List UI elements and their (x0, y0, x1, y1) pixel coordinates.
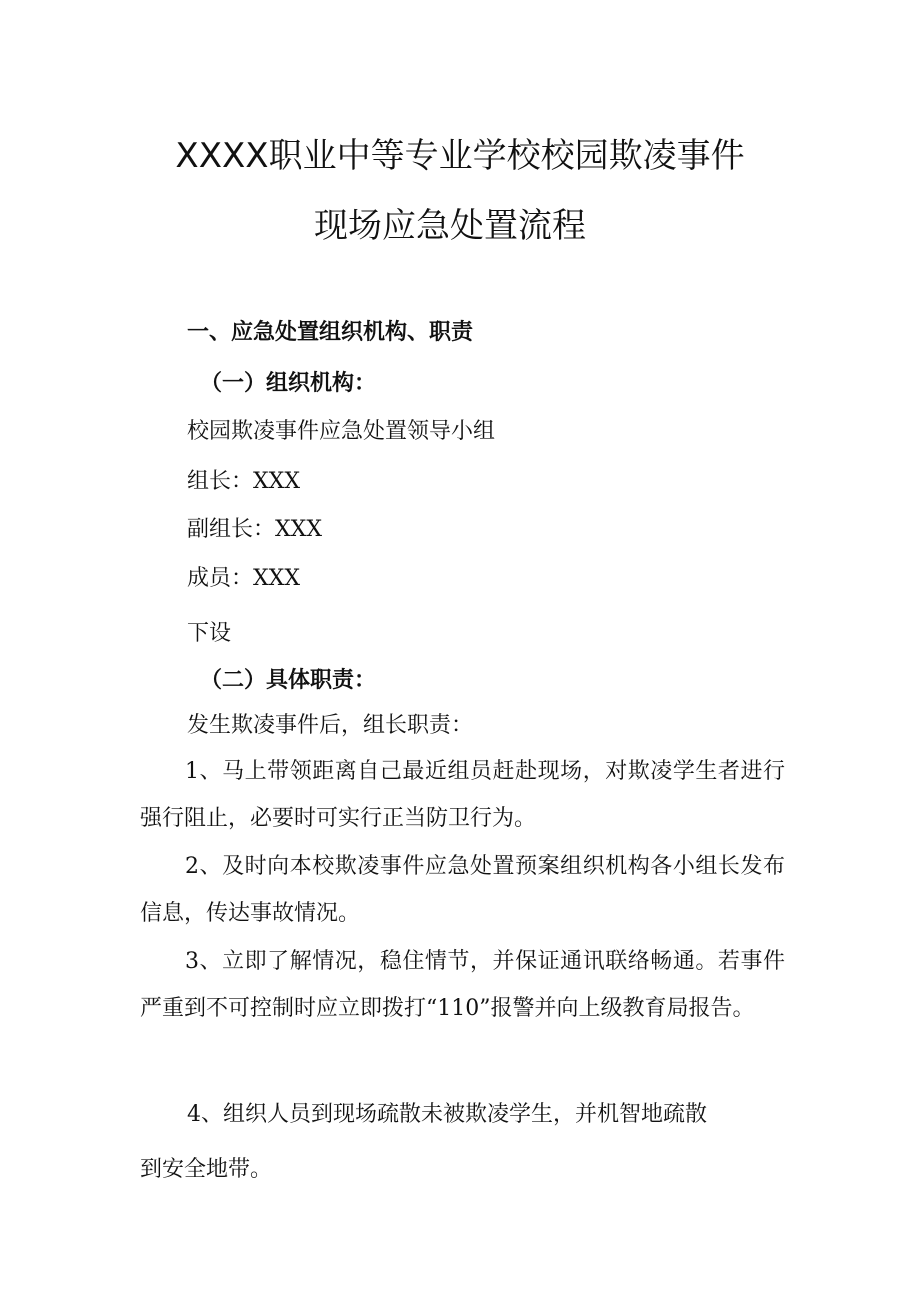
duty-item-3: 3、立即了解情况，稳住情节，并保证通讯联络畅通。若事件严重到不可控制时应立即拨打“110”报警并向上级教育局报告。 (140, 949, 785, 1021)
leader-line: 组长：XXX (187, 469, 300, 494)
duty-item-1: 1、马上带领距离自己最近组员赶赴现场，对欺凌学生者进行强行阻止，必要时可实行正当防卫行为。 (140, 759, 785, 831)
deputy-leader-line: 副组长：XXX (187, 517, 322, 542)
document-title-line2: 现场应急处置流程 (314, 206, 586, 246)
members-line: 成员：XXX (187, 566, 300, 591)
duty-item-4-line2: 到安全地带。 (140, 1157, 273, 1182)
duty-item-4-line1: 4、组织人员到现场疏散未被欺凌学生，并机智地疏散 (187, 1102, 707, 1127)
section-heading-organization: 一、应急处置组织机构、职责 (187, 320, 474, 345)
duty-item-2: 2、及时向本校欺凌事件应急处置预案组织机构各小组长发布信息，传达事故情况。 (140, 854, 785, 926)
duty-intro: 发生欺凌事件后，组长职责： (187, 713, 474, 738)
document-title-line1: XXXX职业中等专业学校校园欺凌事件 (175, 136, 745, 176)
org-group-name: 校园欺凌事件应急处置领导小组 (187, 419, 496, 444)
subsection-heading-duties: （二）具体职责： (200, 668, 377, 693)
subsection-heading-structure: （一）组织机构： (200, 371, 377, 396)
subordinate-line: 下设 (187, 621, 232, 646)
